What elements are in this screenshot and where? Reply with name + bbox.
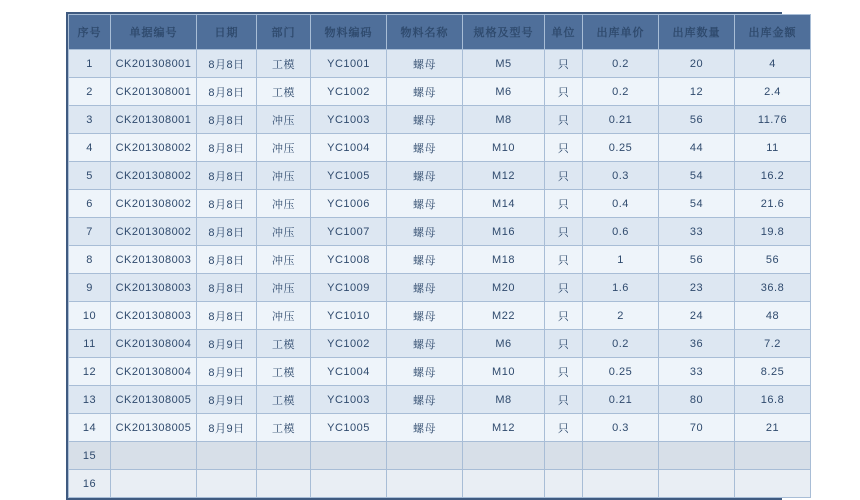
cell-document-no: CK201308001 [111,78,197,106]
cell-document-no: CK201308005 [111,414,197,442]
cell-index: 15 [69,442,111,470]
cell-quantity: 20 [659,50,735,78]
cell-document-no: CK201308005 [111,386,197,414]
cell-material-name: 螺母 [387,414,463,442]
table-header-row [69,15,811,50]
cell-department: 工模 [257,386,311,414]
cell-unit-price: 0.25 [583,358,659,386]
cell-quantity [659,470,735,498]
cell-spec-model: M6 [463,330,545,358]
table-row[interactable] [69,50,811,78]
cell-material-name: 螺母 [387,134,463,162]
cell-quantity: 23 [659,274,735,302]
cell-unit: 只 [545,330,583,358]
table-row[interactable] [69,190,811,218]
cell-unit-price: 0.6 [583,218,659,246]
cell-document-no: CK201308003 [111,246,197,274]
cell-material-code: YC1001 [311,50,387,78]
cell-quantity [659,442,735,470]
cell-material-code: YC1006 [311,190,387,218]
cell-unit: 只 [545,274,583,302]
cell-date [197,470,257,498]
cell-unit: 只 [545,190,583,218]
table-row[interactable] [69,330,811,358]
cell-spec-model: M12 [463,414,545,442]
cell-amount [735,442,811,470]
cell-department: 冲压 [257,274,311,302]
cell-department: 冲压 [257,134,311,162]
table-row[interactable] [69,414,811,442]
cell-material-code: YC1002 [311,330,387,358]
cell-index: 2 [69,78,111,106]
cell-unit-price: 0.25 [583,134,659,162]
cell-spec-model: M10 [463,358,545,386]
cell-document-no: CK201308004 [111,358,197,386]
cell-document-no: CK201308001 [111,50,197,78]
cell-department: 工模 [257,330,311,358]
cell-index: 3 [69,106,111,134]
cell-index: 12 [69,358,111,386]
cell-unit: 只 [545,414,583,442]
cell-department: 工模 [257,50,311,78]
cell-amount: 48 [735,302,811,330]
cell-material-code: YC1004 [311,134,387,162]
table-row[interactable] [69,218,811,246]
cell-material-code: YC1009 [311,274,387,302]
column-header-index: 序号 [69,15,111,50]
cell-amount: 16.2 [735,162,811,190]
table-row[interactable] [69,470,811,498]
table-row[interactable] [69,302,811,330]
cell-unit-price: 0.21 [583,386,659,414]
column-header-unit-price: 出库单价 [583,15,659,50]
cell-document-no: CK201308002 [111,190,197,218]
column-header-amount: 出库金额 [735,15,811,50]
cell-unit-price: 0.21 [583,106,659,134]
cell-unit-price: 1.6 [583,274,659,302]
cell-department: 工模 [257,414,311,442]
cell-spec-model: M8 [463,386,545,414]
cell-material-code [311,470,387,498]
cell-amount: 11.76 [735,106,811,134]
cell-material-name: 螺母 [387,78,463,106]
table-row[interactable] [69,442,811,470]
cell-spec-model: M5 [463,50,545,78]
cell-quantity: 12 [659,78,735,106]
cell-date: 8月9日 [197,414,257,442]
cell-material-code: YC1007 [311,218,387,246]
cell-material-name: 螺母 [387,218,463,246]
cell-document-no: CK201308003 [111,302,197,330]
cell-index: 13 [69,386,111,414]
cell-material-code: YC1004 [311,358,387,386]
cell-date: 8月8日 [197,50,257,78]
cell-spec-model: M16 [463,218,545,246]
cell-unit: 只 [545,134,583,162]
cell-index: 10 [69,302,111,330]
cell-spec-model: M20 [463,274,545,302]
cell-department: 冲压 [257,246,311,274]
table-row[interactable] [69,274,811,302]
cell-date: 8月8日 [197,190,257,218]
cell-unit: 只 [545,302,583,330]
cell-index: 9 [69,274,111,302]
table-header [69,15,811,50]
cell-unit: 只 [545,106,583,134]
cell-amount: 11 [735,134,811,162]
cell-document-no [111,442,197,470]
cell-amount: 21 [735,414,811,442]
cell-material-name: 螺母 [387,386,463,414]
cell-index: 1 [69,50,111,78]
cell-department: 冲压 [257,218,311,246]
cell-document-no: CK201308003 [111,274,197,302]
cell-amount: 21.6 [735,190,811,218]
cell-material-code: YC1005 [311,162,387,190]
cell-quantity: 44 [659,134,735,162]
column-header-document-no: 单据编号 [111,15,197,50]
cell-unit: 只 [545,78,583,106]
column-header-department: 部门 [257,15,311,50]
cell-unit: 只 [545,246,583,274]
cell-quantity: 36 [659,330,735,358]
cell-quantity: 56 [659,246,735,274]
cell-amount: 7.2 [735,330,811,358]
column-header-material-name: 物料名称 [387,15,463,50]
table-row[interactable] [69,134,811,162]
cell-quantity: 54 [659,162,735,190]
column-header-quantity: 出库数量 [659,15,735,50]
cell-date: 8月9日 [197,330,257,358]
cell-spec-model: M22 [463,302,545,330]
cell-unit-price: 1 [583,246,659,274]
table-row[interactable] [69,162,811,190]
cell-material-code: YC1003 [311,106,387,134]
column-header-spec-model: 规格及型号 [463,15,545,50]
cell-quantity: 56 [659,106,735,134]
cell-amount [735,470,811,498]
cell-document-no: CK201308004 [111,330,197,358]
cell-department: 冲压 [257,190,311,218]
cell-material-name: 螺母 [387,50,463,78]
cell-unit-price: 0.2 [583,330,659,358]
cell-date: 8月8日 [197,246,257,274]
cell-document-no: CK201308002 [111,162,197,190]
cell-spec-model: M10 [463,134,545,162]
cell-amount: 2.4 [735,78,811,106]
cell-date: 8月8日 [197,302,257,330]
cell-index: 14 [69,414,111,442]
cell-department: 冲压 [257,162,311,190]
cell-date: 8月8日 [197,274,257,302]
table-row[interactable] [69,246,811,274]
cell-document-no: CK201308002 [111,218,197,246]
cell-unit [545,470,583,498]
cell-material-code: YC1010 [311,302,387,330]
table-row[interactable] [69,358,811,386]
cell-material-code [311,442,387,470]
cell-material-name: 螺母 [387,190,463,218]
cell-unit: 只 [545,358,583,386]
cell-index: 5 [69,162,111,190]
cell-department: 冲压 [257,302,311,330]
cell-material-name: 螺母 [387,162,463,190]
cell-amount: 8.25 [735,358,811,386]
table-body [69,50,811,498]
cell-unit: 只 [545,162,583,190]
cell-material-name [387,470,463,498]
cell-document-no: CK201308002 [111,134,197,162]
cell-date [197,442,257,470]
cell-material-code: YC1005 [311,414,387,442]
outbound-records-table [68,14,811,498]
cell-date: 8月8日 [197,78,257,106]
cell-index: 16 [69,470,111,498]
cell-material-name: 螺母 [387,246,463,274]
cell-unit-price: 0.4 [583,190,659,218]
cell-material-name: 螺母 [387,330,463,358]
cell-department [257,470,311,498]
table-row[interactable] [69,106,811,134]
cell-spec-model: M14 [463,190,545,218]
column-header-date: 日期 [197,15,257,50]
cell-unit-price [583,442,659,470]
cell-unit: 只 [545,386,583,414]
cell-unit-price: 0.2 [583,50,659,78]
cell-unit-price: 0.3 [583,414,659,442]
cell-quantity: 33 [659,218,735,246]
cell-index: 4 [69,134,111,162]
cell-unit-price: 2 [583,302,659,330]
cell-amount: 56 [735,246,811,274]
cell-index: 7 [69,218,111,246]
cell-material-code: YC1003 [311,386,387,414]
cell-department: 工模 [257,358,311,386]
cell-unit-price [583,470,659,498]
cell-unit: 只 [545,218,583,246]
cell-material-name [387,442,463,470]
cell-amount: 16.8 [735,386,811,414]
cell-unit [545,442,583,470]
cell-amount: 4 [735,50,811,78]
cell-unit: 只 [545,50,583,78]
cell-quantity: 80 [659,386,735,414]
cell-spec-model: M8 [463,106,545,134]
cell-index: 6 [69,190,111,218]
cell-quantity: 70 [659,414,735,442]
table-row[interactable] [69,78,811,106]
cell-material-name: 螺母 [387,358,463,386]
data-table-container [66,12,797,500]
cell-material-code: YC1002 [311,78,387,106]
cell-department [257,442,311,470]
cell-date: 8月8日 [197,134,257,162]
cell-department: 工模 [257,78,311,106]
cell-material-name: 螺母 [387,106,463,134]
cell-spec-model [463,442,545,470]
cell-date: 8月9日 [197,358,257,386]
cell-amount: 36.8 [735,274,811,302]
cell-spec-model: M18 [463,246,545,274]
cell-department: 冲压 [257,106,311,134]
table-row[interactable] [69,386,811,414]
cell-date: 8月9日 [197,386,257,414]
cell-unit-price: 0.3 [583,162,659,190]
cell-document-no [111,470,197,498]
cell-date: 8月8日 [197,218,257,246]
cell-quantity: 54 [659,190,735,218]
cell-unit-price: 0.2 [583,78,659,106]
cell-spec-model: M12 [463,162,545,190]
cell-spec-model [463,470,545,498]
cell-material-name: 螺母 [387,274,463,302]
cell-quantity: 33 [659,358,735,386]
cell-index: 8 [69,246,111,274]
cell-date: 8月8日 [197,162,257,190]
cell-date: 8月8日 [197,106,257,134]
cell-material-code: YC1008 [311,246,387,274]
cell-document-no: CK201308001 [111,106,197,134]
cell-spec-model: M6 [463,78,545,106]
cell-amount: 19.8 [735,218,811,246]
cell-material-name: 螺母 [387,302,463,330]
column-header-unit: 单位 [545,15,583,50]
cell-index: 11 [69,330,111,358]
column-header-material-code: 物料编码 [311,15,387,50]
cell-quantity: 24 [659,302,735,330]
